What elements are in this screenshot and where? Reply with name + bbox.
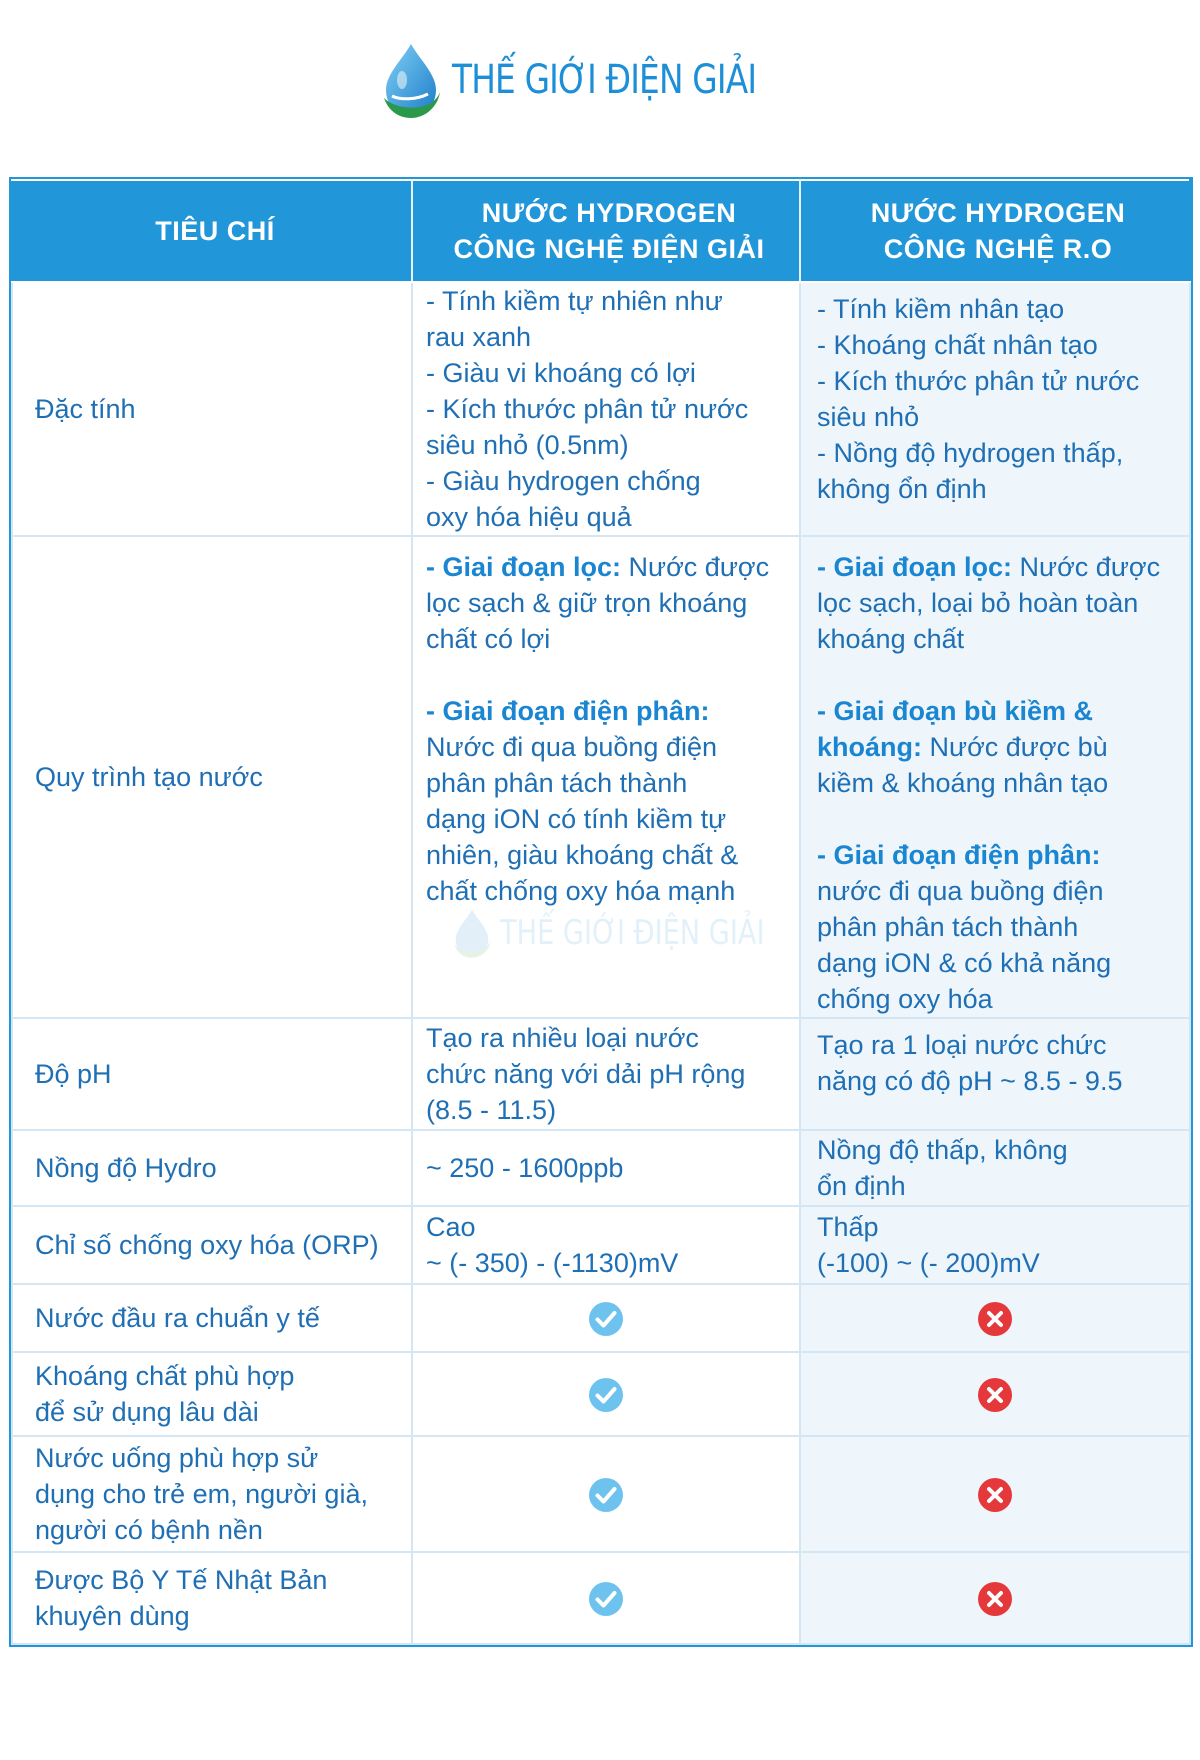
cell-line: dạng iON có tính kiềm tự [426, 804, 727, 834]
table-row [12, 1552, 1190, 1644]
cell-line: - Tính kiềm tự nhiên như [426, 286, 723, 316]
cell-line: không ổn định [817, 474, 987, 504]
cell-ro [800, 536, 1190, 1018]
cell-line: kiềm & khoáng nhân tạo [817, 768, 1109, 798]
stage-filter-label: - Giai đoạn lọc: [426, 552, 622, 582]
cell-line: - Khoáng chất nhân tạo [817, 330, 1098, 360]
cell-ro [800, 1552, 1190, 1644]
cell-line: lọc sạch & giữ trọn khoáng [426, 588, 748, 618]
brand-name: THẾ GIỚI ĐIỆN GIẢI [451, 57, 756, 103]
cell-electrolysis [412, 1352, 800, 1436]
cell-line: (-100) ~ (- 200)mV [817, 1248, 1040, 1278]
cell-line: - Kích thước phân tử nước [817, 366, 1140, 396]
cell-line: - Giàu vi khoáng có lợi [426, 358, 696, 388]
cell-line: phân phân tách thành [426, 768, 688, 798]
table-row [12, 536, 1190, 1018]
cell-line: - Nồng độ hydrogen thấp, [817, 438, 1124, 468]
table-row [12, 1130, 1190, 1206]
cross-icon [977, 1301, 1013, 1337]
row-label: Nồng độ Hydro [12, 1130, 412, 1206]
cell-ro [800, 1436, 1190, 1552]
cell-line: lọc sạch, loại bỏ hoàn toàn [817, 588, 1139, 618]
cell-electrolysis [412, 1436, 800, 1552]
header-electrolysis-line1: NƯỚC HYDROGEN [481, 198, 737, 228]
cell-line: Nồng độ thấp, không [817, 1135, 1068, 1165]
cell-line: người có bệnh nền [35, 1515, 263, 1545]
stage-electrolysis-label: - Giai đoạn điện phân: [426, 696, 710, 726]
cell-line: dụng cho trẻ em, người già, [35, 1479, 368, 1509]
cross-icon [977, 1477, 1013, 1513]
stage-electrolysis-label: - Giai đoạn điện phân: [817, 840, 1101, 870]
row-label: Quy trình tạo nước [12, 536, 412, 1018]
cell-electrolysis [412, 282, 800, 536]
brand-logo [0, 0, 1200, 160]
cell-line: siêu nhỏ (0.5nm) [426, 430, 629, 460]
cell-line: dạng iON & có khả năng [817, 948, 1112, 978]
cell-line: Nước được [621, 552, 770, 582]
table-row [12, 1436, 1190, 1552]
cell-electrolysis [412, 536, 800, 1018]
cell-line: ~ 250 - 1600ppb [426, 1153, 624, 1183]
check-icon [588, 1477, 624, 1513]
cell-electrolysis [412, 1130, 800, 1206]
cell-line: Nước được [1012, 552, 1161, 582]
cell-line: khoáng chất [817, 624, 965, 654]
check-icon [588, 1301, 624, 1337]
cell-line: khuyên dùng [35, 1601, 190, 1631]
cell-line: ổn định [817, 1171, 906, 1201]
stage-alkaline-label: - Giai đoạn bù kiềm & [817, 696, 1094, 726]
stage-filter-label: - Giai đoạn lọc: [817, 552, 1013, 582]
cell-line: Được Bộ Y Tế Nhật Bản [35, 1565, 328, 1595]
cell-line: - Giàu hydrogen chống [426, 466, 701, 496]
header-electrolysis-line2: CÔNG NGHỆ ĐIỆN GIẢI [453, 234, 765, 264]
cell-line: Nước đi qua buồng điện [426, 732, 717, 762]
table-header-row [12, 180, 1190, 282]
cross-icon [977, 1581, 1013, 1617]
cell-line: Nước được bù [922, 732, 1108, 762]
cell-line: (8.5 - 11.5) [426, 1095, 557, 1125]
cell-line: Khoáng chất phù hợp [35, 1361, 295, 1391]
cell-ro [800, 1130, 1190, 1206]
cell-electrolysis [412, 1206, 800, 1284]
cell-ro [800, 282, 1190, 536]
header-ro [800, 180, 1190, 282]
cell-line: ~ (- 350) - (-1130)mV [426, 1248, 679, 1278]
cell-line: Tạo ra nhiều loại nước [426, 1023, 699, 1053]
cell-line: Cao [426, 1212, 476, 1242]
cell-line: Nước đầu ra chuẩn y tế [35, 1303, 320, 1333]
cell-ro [800, 1352, 1190, 1436]
cell-line: chức năng với dải pH rộng [426, 1059, 746, 1089]
water-drop-globe-icon [378, 40, 444, 120]
row-label: Đặc tính [12, 282, 412, 536]
cell-line: nước đi qua buồng điện [817, 876, 1104, 906]
cell-line: để sử dụng lâu dài [35, 1397, 259, 1427]
table-row [12, 282, 1190, 536]
cell-line: chất chống oxy hóa mạnh [426, 876, 736, 906]
row-label: Chỉ số chống oxy hóa (ORP) [12, 1206, 412, 1284]
cell-line: - Tính kiềm nhân tạo [817, 294, 1065, 324]
cell-line: Tạo ra 1 loại nước chức [817, 1030, 1107, 1060]
row-label [12, 1436, 412, 1552]
cell-ro [800, 1018, 1190, 1130]
row-label [12, 1284, 412, 1352]
table-row [12, 1018, 1190, 1130]
table-row [12, 1352, 1190, 1436]
cell-ro [800, 1284, 1190, 1352]
header-ro-line1: NƯỚC HYDROGEN [870, 198, 1126, 228]
check-icon [588, 1581, 624, 1617]
cell-line: Thấp [817, 1212, 879, 1242]
cell-line: nhiên, giàu khoáng chất & [426, 840, 739, 870]
cell-ro [800, 1206, 1190, 1284]
cell-line: chất có lợi [426, 624, 551, 654]
row-label: Độ pH [12, 1018, 412, 1130]
header-ro-line2: CÔNG NGHỆ R.O [883, 234, 1113, 264]
cell-line: siêu nhỏ [817, 402, 920, 432]
cell-line: rau xanh [426, 322, 532, 352]
header-electrolysis [412, 180, 800, 282]
header-criteria: TIÊU CHÍ [12, 180, 412, 282]
table-row [12, 1206, 1190, 1284]
cell-line: oxy hóa hiệu quả [426, 502, 632, 532]
cell-electrolysis [412, 1018, 800, 1130]
cell-electrolysis [412, 1284, 800, 1352]
cell-electrolysis [412, 1552, 800, 1644]
cell-line: Nước uống phù hợp sử [35, 1443, 319, 1473]
table-row [12, 1284, 1190, 1352]
cell-line: chống oxy hóa [817, 984, 993, 1014]
watermark-text: THẾ GIỚI ĐIỆN GIẢI [500, 913, 765, 953]
cell-line: - Kích thước phân tử nước [426, 394, 749, 424]
cell-line: phân phân tách thành [817, 912, 1079, 942]
stage-alkaline-label-cont: khoáng: [817, 732, 922, 762]
row-label [12, 1352, 412, 1436]
check-icon [588, 1377, 624, 1413]
comparison-table [11, 179, 1191, 1645]
cell-line: năng có độ pH ~ 8.5 - 9.5 [817, 1066, 1123, 1096]
cross-icon [977, 1377, 1013, 1413]
row-label [12, 1552, 412, 1644]
